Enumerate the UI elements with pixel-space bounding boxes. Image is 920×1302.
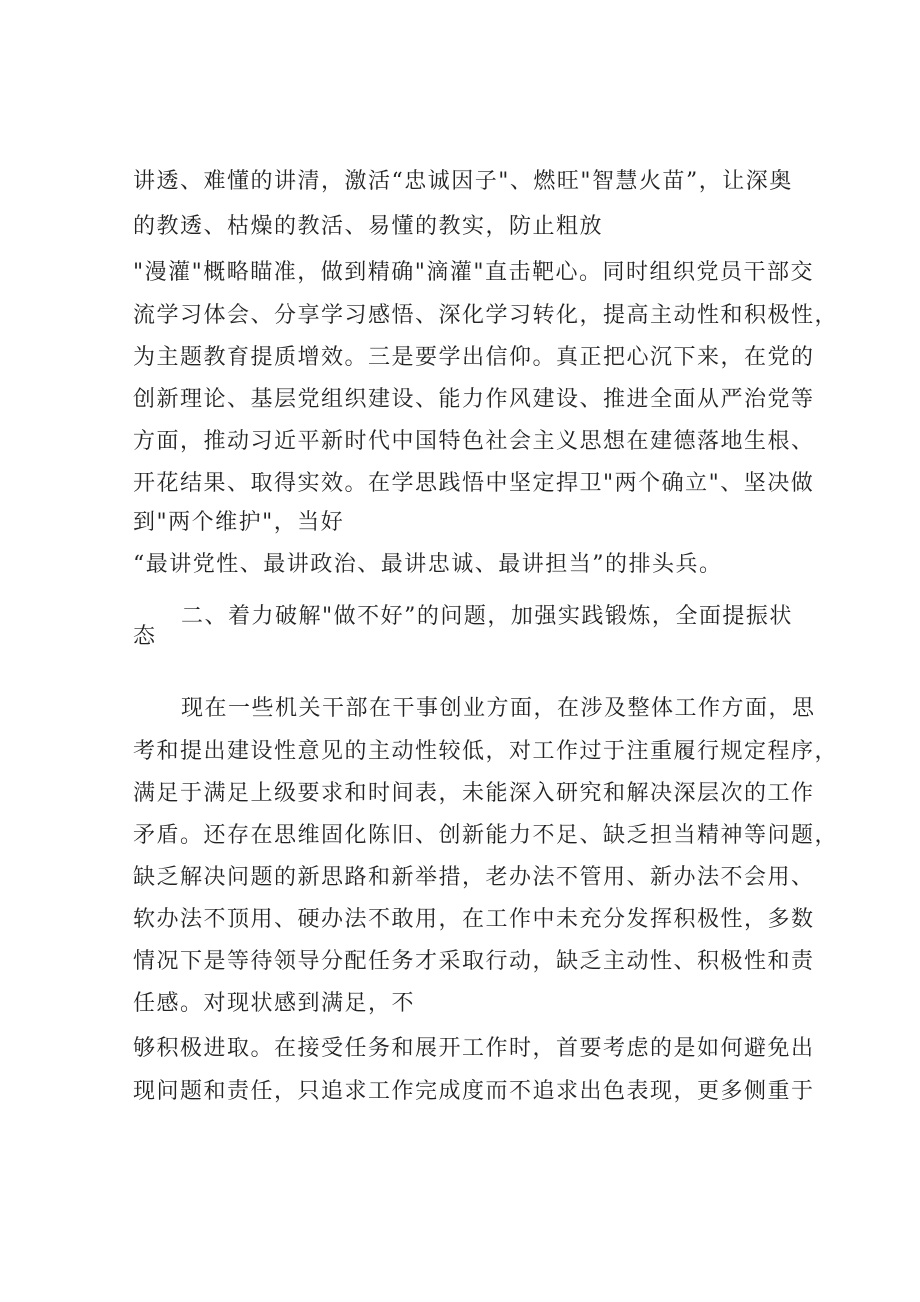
text-line: 方面，推动习近平新时代中国特色社会主义思想在建德落地生根、 xyxy=(133,429,815,454)
text-line: 开花结果、取得实效。在学思践悟中坚定捍卫"两个确立"、坚决做 xyxy=(133,471,815,496)
section-heading: 二、着力破解"做不好”的问题，加强实践锻炼，全面提振状 xyxy=(181,604,793,629)
text-line: 的教透、枯燥的教活、易懂的教实，防止粗放 xyxy=(133,214,604,239)
text-line: 缺乏解决问题的新思路和新举措，老办法不管用、新办法不会用、 xyxy=(133,865,815,890)
text-line: “最讲党性、最讲政治、最讲忠诚、最讲担当”的排头兵。 xyxy=(133,552,723,577)
text-line: 矛盾。还存在思维固化陈旧、创新能力不足、缺乏担当精神等问题， xyxy=(133,823,839,848)
text-line: 讲透、难懂的讲清，激活“忠诚因子"、燃旺"智慧火苗”，让深奥 xyxy=(133,169,793,194)
text-line: 任感。对现状感到满足，不 xyxy=(133,991,416,1016)
text-line: 够积极进取。在接受任务和展开工作时，首要考虑的是如何避免出 xyxy=(133,1036,815,1061)
text-line: 软办法不顶用、硬办法不敢用，在工作中未充分发挥积极性，多数 xyxy=(133,907,815,932)
text-line: 到"两个维护"，当好 xyxy=(133,510,345,535)
text-line: 现问题和责任，只追求工作完成度而不追求出色表现，更多侧重于 xyxy=(133,1079,815,1104)
section-heading-continuation: 态 xyxy=(133,624,157,649)
text-line: 满足于满足上级要求和时间表，未能深入研究和解决深层次的工作 xyxy=(133,781,815,806)
text-line: 为主题教育提质增效。三是要学出信仰。真正把心沉下来，在党的 xyxy=(133,345,815,370)
paragraph-first-line: 现在一些机关干部在干事创业方面，在涉及整体工作方面，思 xyxy=(181,696,816,721)
text-line: 流学习体会、分享学习感悟、深化学习转化，提高主动性和积极性， xyxy=(133,303,839,328)
text-line: "漫灌"概略瞄准，做到精确"滴灌"直击靶心。同时组织党员干部交 xyxy=(133,260,814,285)
text-line: 创新理论、基层党组织建设、能力作风建设、推进全面从严治党等 xyxy=(133,387,815,412)
text-line: 考和提出建设性意见的主动性较低，对工作过于注重履行规定程序， xyxy=(133,739,839,764)
text-line: 情况下是等待领导分配任务才采取行动，缺乏主动性、积极性和责 xyxy=(133,949,815,974)
